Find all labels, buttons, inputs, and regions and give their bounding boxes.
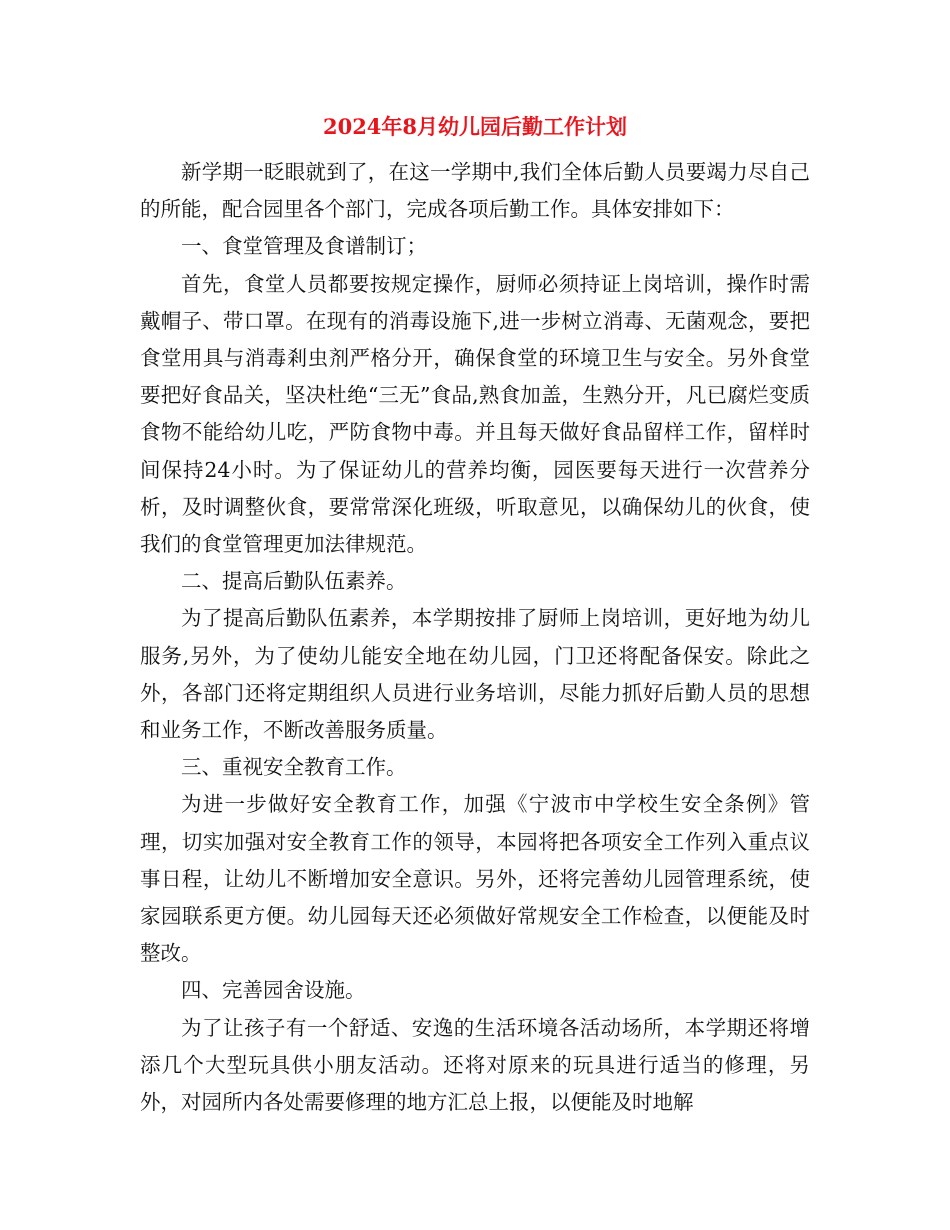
- section-heading-safety: 三、重视安全教育工作。: [181, 755, 407, 780]
- paragraph-facilities: 为了让孩子有一个舒适、安逸的生活环境各活动场所，本学期还将增添几个大型玩具供小朋友活动。还将对原来的玩具进行适当的修理，另外，对园所内各处需要修理的地方汇总上报，以便能及时地解: [140, 1015, 810, 1115]
- section-heading-staff: 二、提高后勤队伍素养。: [181, 569, 407, 594]
- paragraph-safety: 为进一步做好安全教育工作，加强《宁波市中学校生安全条例》管理，切实加强对安全教育工作的领导，本园将把各项安全工作列入重点议事日程，让幼儿不断增加安全意识。另外，还将完善幼儿园管理系统，使家园联系更方便。幼儿园每天还必须做好常规安全工作检查，以便能及时整改。: [140, 792, 810, 966]
- paragraph-canteen: 首先，食堂人员都要按规定操作，厨师必须持证上岗培训，操作时需戴帽子、带口罩。在现有的消毒设施下,进一步树立消毒、无菌观念，要把食堂用具与消毒剎虫剂严格分开，确保食堂的环境卫生与安全。另外食堂要把好食品关，坚决杜绝“三无”食品,熟食加盖，生熟分开，凡已腐烂变质食物不能给幼儿吃，严防食物中毒。并且每天做好食品留样工作，留样时间保持24小时。为了保证幼儿的营养均衡，园医要每天进行一次营养分析，及时调整伙食，要常常深化班级，听取意见，以确保幼儿的伙食，使我们的食堂管理更加法律规范。: [140, 271, 810, 557]
- document-title: 2024年8月幼儿园后勤工作计划: [322, 114, 628, 139]
- paragraph-staff: 为了提高后勤队伍素养，本学期按排了厨师上岗培训，更好地为幼儿服务,另外，为了使幼儿能安全地在幼儿园，门卫还将配备保安。除此之外，各部门还将定期组织人员进行业务培训，尽能力抓好后勤人员的思想和业务工作，不断改善服务质量。: [140, 606, 810, 743]
- paragraph-intro: 新学期一眨眼就到了，在这一学期中,我们全体后勤人员要竭力尽自己的所能，配合园里各个部门，完成各项后勤工作。具体安排如下：: [140, 160, 810, 222]
- document-body: [140, 154, 810, 1121]
- section-heading-canteen: 一、食堂管理及食谱制订；: [181, 234, 427, 259]
- section-heading-facilities: 四、完善园舍设施。: [181, 978, 366, 1003]
